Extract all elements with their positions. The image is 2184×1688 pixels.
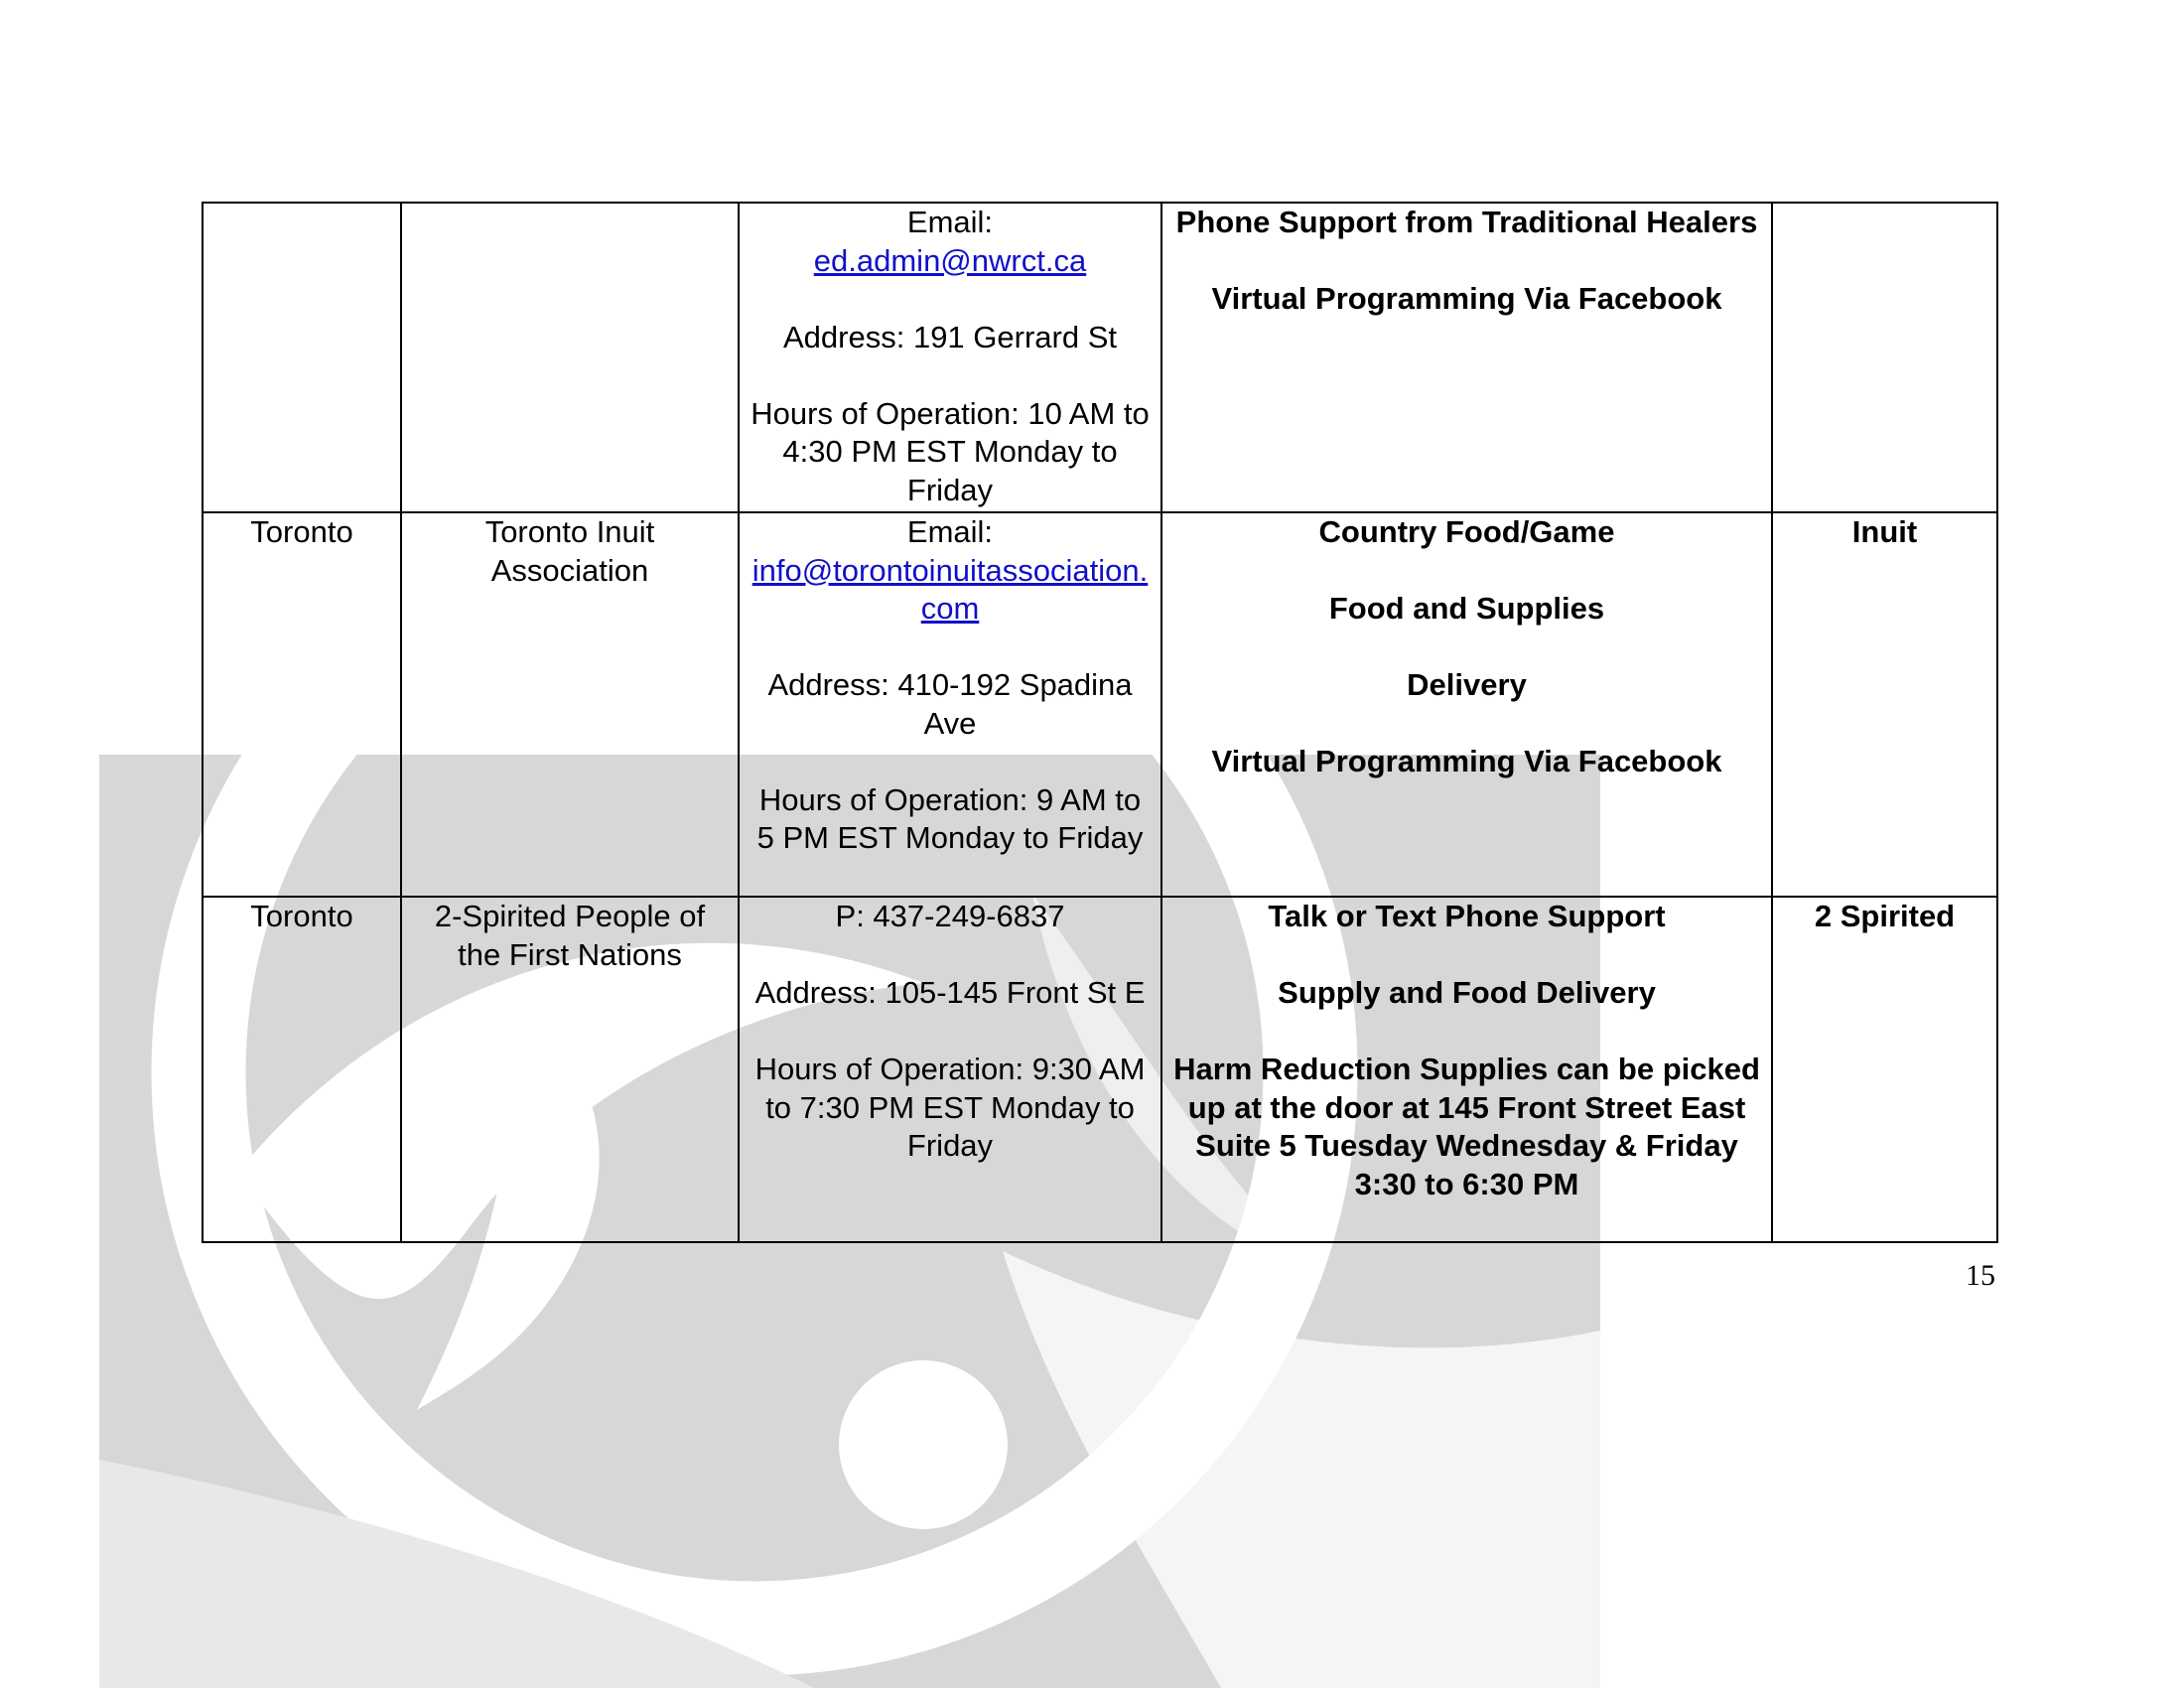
service-item: Virtual Programming Via Facebook — [1211, 744, 1722, 778]
city-cell — [203, 203, 401, 512]
email-label: Email: — [906, 205, 994, 239]
city-cell: Toronto — [203, 897, 401, 1242]
organization-cell: Toronto Inuit Association — [401, 512, 739, 897]
contact-cell — [739, 897, 1161, 1242]
phone-text: P: 437-249-6837 — [835, 899, 1065, 933]
table-row — [203, 203, 1997, 512]
services-cell — [1161, 897, 1772, 1242]
service-item: Virtual Programming Via Facebook — [1211, 281, 1722, 316]
service-item: Delivery — [1407, 667, 1527, 702]
population-cell — [1772, 203, 1997, 512]
page-number: 15 — [1966, 1259, 1995, 1292]
organization-cell: 2-Spirited People of the First Nations — [401, 897, 739, 1242]
service-item: Talk or Text Phone Support — [1268, 899, 1666, 933]
contact-cell — [739, 512, 1161, 897]
address-text: Address: 410-192 Spadina Ave — [767, 667, 1133, 741]
services-cell — [1161, 512, 1772, 897]
service-item: Food and Supplies — [1328, 591, 1605, 626]
address-text: Address: 105-145 Front St E — [754, 975, 1146, 1010]
service-item: Country Food/Game — [1318, 514, 1615, 549]
hours-text: Hours of Operation: 10 AM to 4:30 PM EST Monday to Friday — [751, 395, 1150, 507]
hours-text: Hours of Operation: 9:30 AM to 7:30 PM EST Monday to Friday — [754, 1052, 1146, 1163]
population-cell: 2 Spirited — [1772, 897, 1997, 1242]
service-item: Supply and Food Delivery — [1278, 975, 1656, 1010]
resource-table — [202, 202, 1998, 1243]
table-row — [203, 512, 1997, 897]
address-text: Address: 191 Gerrard St — [783, 319, 1117, 354]
email-label: Email: — [906, 514, 994, 549]
contact-cell — [739, 203, 1161, 512]
service-item: Phone Support from Traditional Healers — [1175, 205, 1758, 239]
email-link[interactable]: info@torontoinuitassociation.com — [751, 552, 1149, 626]
city-cell: Toronto — [203, 512, 401, 897]
hours-text: Hours of Operation: 9 AM to 5 PM EST Monday to Friday — [756, 781, 1144, 855]
table-row — [203, 897, 1997, 1242]
population-cell: Inuit — [1772, 512, 1997, 897]
service-item: Harm Reduction Supplies can be picked up at the door at 145 Front Street East Suite 5 Tuesday Wednesday & Friday 3:30 to 6:30 PM — [1173, 1052, 1760, 1201]
email-link[interactable]: ed.admin@nwrct.ca — [813, 242, 1087, 278]
organization-cell — [401, 203, 739, 512]
services-cell — [1161, 203, 1772, 512]
